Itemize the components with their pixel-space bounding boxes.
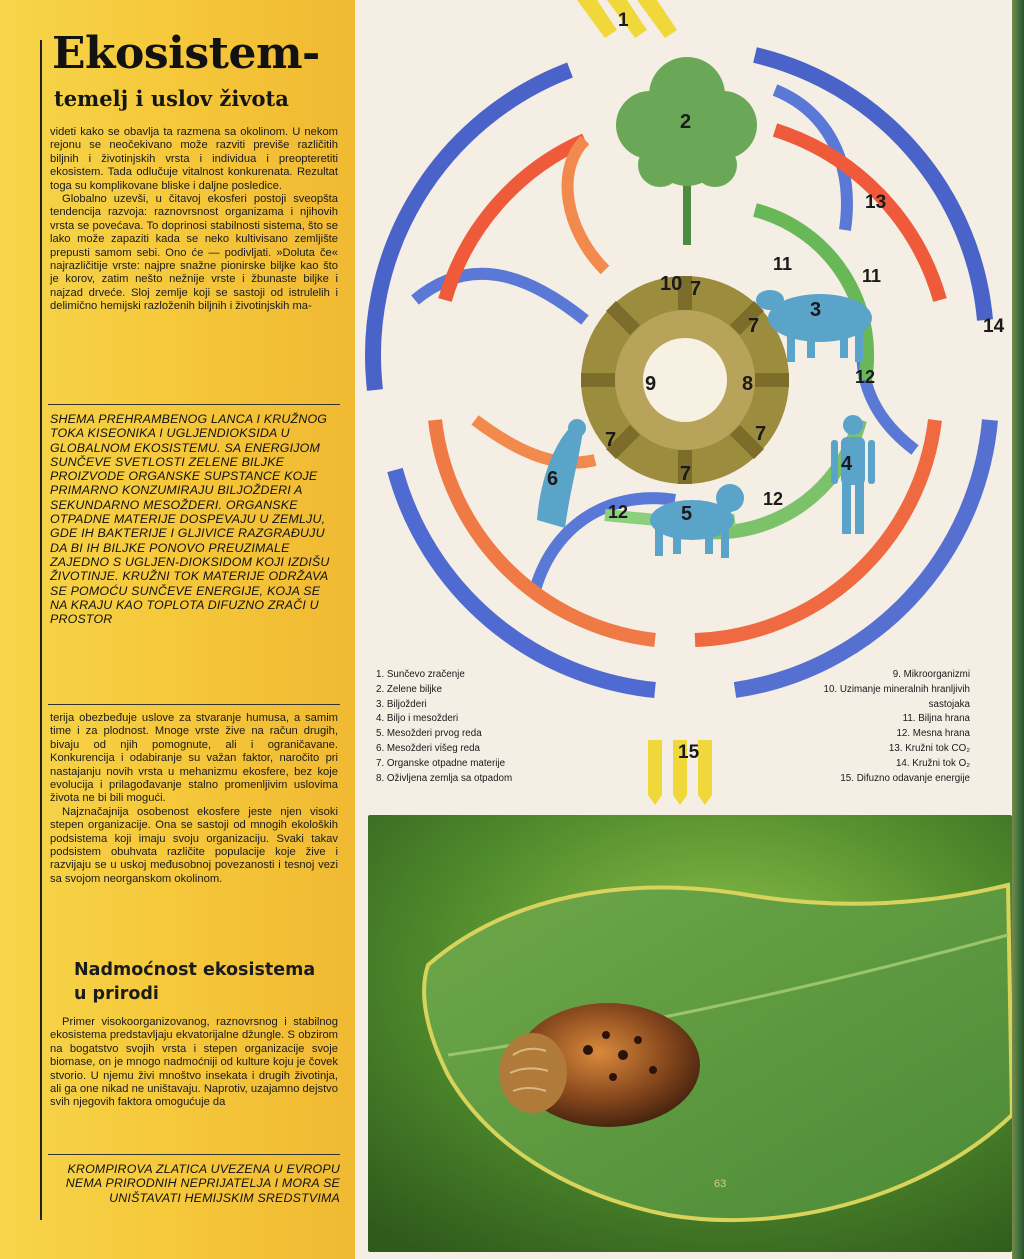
legend-item: 14. Kružni tok O₂	[895, 757, 970, 769]
legend-item: 10. Uzimanje mineralnih hranljivih sastojaka	[823, 683, 970, 710]
diagram-label: 12	[855, 367, 876, 387]
diagram-label: 10	[660, 273, 683, 295]
legend-item: 11. Biljna hrana	[902, 713, 970, 725]
legend-item: 7. Organske otpadne materije	[376, 757, 506, 769]
diagram-label: 7	[748, 315, 760, 337]
legend-item: 9. Mikroorganizmi	[892, 669, 970, 680]
diagram-label: 7	[680, 463, 692, 485]
diagram-label: 3	[810, 299, 822, 321]
diagram-label: 14	[983, 316, 1005, 337]
legend-item: 15. Difuzno odavanje energije	[840, 772, 970, 784]
divider	[48, 404, 340, 405]
paragraph: Najznačajnija osobenost ekosfere jeste njen visoki stepen organizacije. Ona se sastoji od mnogih ekoloških podsistema koji imaju svoju organizaciju. Svaki takav podsistem obuhvata različite populacije koje žive i razvijaju se u uskoj međusobnoj povezanosti i tesnoj vezi sa svojom neorganskom okolinom.	[50, 805, 338, 885]
photo-caption: KROMPIROVA ZLATICA UVEZENA U EVROPU NEMA PRIRODNIH NEPRIJATELJA I MORA SE UNIŠTAVATI HEMIJSKIM SREDSTVIMA	[65, 1162, 340, 1205]
diagram-label: 1	[618, 10, 629, 31]
co2-cycle-swirl	[568, 140, 605, 270]
article-title: Ekosistem-	[52, 28, 320, 79]
diagram-label: 15	[678, 742, 700, 763]
legend-item: 12. Mesna hrana	[896, 728, 970, 740]
diagram-label: 7	[755, 423, 767, 445]
legend-item: 5. Mesožderi prvog reda	[376, 728, 482, 740]
legend-item: 6. Mesožderi višeg reda	[376, 742, 481, 754]
column-rule	[40, 40, 42, 1220]
divider	[48, 704, 340, 705]
body-text-block-1	[50, 126, 338, 314]
body-text-block-3	[50, 1016, 338, 1110]
page-number: 63	[714, 1178, 727, 1190]
diagram-caption: SHEMA PREHRAMBENOG LANCA I KRUŽNOG TOKA KISEONIKA I UGLJENDIOKSIDA U GLOBALNOM EKOSISTEMU. SA ENERGIJOM SUNČEVE SVETLOSTI ZELENE BILJKE PROIZVODE ORGANSKE SUPSTANCE KOJE PRIMARNO KONZUMIRAJU BILJOŽDERI A SEKUNDARNO MESOŽDERI. ORGANSKE OTPADNE MATERIJE DOSPEVAJU U ZEMLJU, GDE IH BAKTERIJE I GLJIVICE RAZGRAĐUJU DA BI IH BILJKE PONOVO PREUZIMALE ZAJEDNO S UGLJEN-DIOKSIDOM KOJI IZDIŠU ŽIVOTINJE. KRUŽNI TOK MATERIJE ODRŽAVA SE POMOĆU SUNČEVE ENERGIJE, KOJA SE NA KRAJU KAO TOPLOTA DIFUZNO ZRAČI U PROSTOR	[50, 412, 330, 627]
legend-item: 1. Sunčevo zračenje	[376, 669, 465, 680]
body-text-block-2	[50, 712, 338, 886]
diagram-label: 8	[742, 373, 754, 395]
diagram-label: 11	[773, 254, 793, 274]
diagram-label: 11	[862, 266, 882, 286]
eagle-icon	[537, 419, 586, 528]
paragraph: Primer visokoorganizovanog, raznovrsnog i stabilnog ekosistema predstavljaju ekvatorijalne džungle. S obzirom na bogatstvo svojih vrsta i stepen organizacije svoje biomase, on je mnogo nadmoćniji od kulture koju je čovek stvorio. U njemu živi mnoštvo insekata i drugih životinja, ali ga one nikad ne uništavaju. Naprotiv, uzajamno dejstvo svih njegovih faktora omogućuje da	[50, 1016, 338, 1109]
diagram-label: 5	[681, 503, 693, 525]
diagram-label: 12	[763, 489, 784, 509]
diagram-legend-left	[376, 668, 512, 786]
diagram-label: 13	[865, 192, 887, 213]
legend-item: 13. Kružni tok CO₂	[888, 742, 970, 754]
legend-item: 3. Biljožderi	[376, 698, 427, 710]
paragraph: Globalno uzevši, u čitavoj ekosferi postoji sveopšta tendencija razvoja: raznovrsnost organizama i njihovih vrsta se povećava. To doprinosi stabilnosti sistema, što se lako može zapaziti kada se neko kultivisano zemljište prepusti samom sebi. Ono će — podivljati. »Doluta če« najrazličitije vrste: najpre snažne pionirske biljke kao što je korov, zatim nešto nežnije vrste i žbunaste biljke i najzad drveće. Sloj zemlje koji se sastoji od istrulelih i delimično hemijski razloženih biljnih i životinjskih ma-	[50, 193, 338, 313]
diagram-label: 7	[605, 429, 617, 451]
diagram-label: 7	[690, 278, 702, 300]
diagram-legend-right	[800, 668, 970, 786]
section-heading-line1: Nadmoćnost ekosistema	[74, 960, 316, 980]
section-heading	[74, 958, 315, 1006]
diagram-label: 4	[841, 453, 853, 475]
page-edge	[1012, 0, 1024, 1259]
diagram-label: 12	[608, 502, 629, 522]
tree-icon	[616, 57, 757, 245]
legend-item: 4. Biljo i mesožderi	[376, 713, 459, 725]
section-heading-line2: u prirodi	[74, 984, 159, 1004]
diagram-label: 6	[547, 468, 559, 490]
paragraph: terija obezbeđuje uslove za stvaranje humusa, a samim time i za plodnost. Mnoge vrste žive na račun drugih, bivaju od njih pomognute, ali i ograničavane. Konkurencija i odabiranje su važan faktor, naročito pri nastajanju novih vrsta u mehanizmu ekosfere, bez koje evolucija i prilagođavanje stalno promenljivim uslovima života ne bi bili mogući.	[50, 712, 338, 805]
beetle-leaf-image	[368, 815, 1012, 1252]
divider	[48, 1154, 340, 1155]
paragraph: videti kako se obavlja ta razmena sa okolinom. U nekom rejonu se neočekivano može razviti previše različitih biljnih i životinjskih vrsta i individua i preopteretiti ekosistem. Tada odlučuje vitalnost konkurenata. Rezultat toga su komplikovane bliske i daljne posledice.	[50, 126, 338, 192]
diagram-label: 2	[680, 111, 692, 133]
soil-wheel	[581, 276, 789, 484]
beetle-photo	[368, 815, 1012, 1252]
legend-item: 2. Zelene biljke	[376, 683, 442, 695]
legend-item: 8. Oživljena zemlja sa otpadom	[376, 772, 513, 784]
article-subtitle: temelj i uslov života	[54, 86, 289, 111]
diagram-label: 9	[645, 373, 657, 395]
human-icon	[831, 415, 875, 534]
